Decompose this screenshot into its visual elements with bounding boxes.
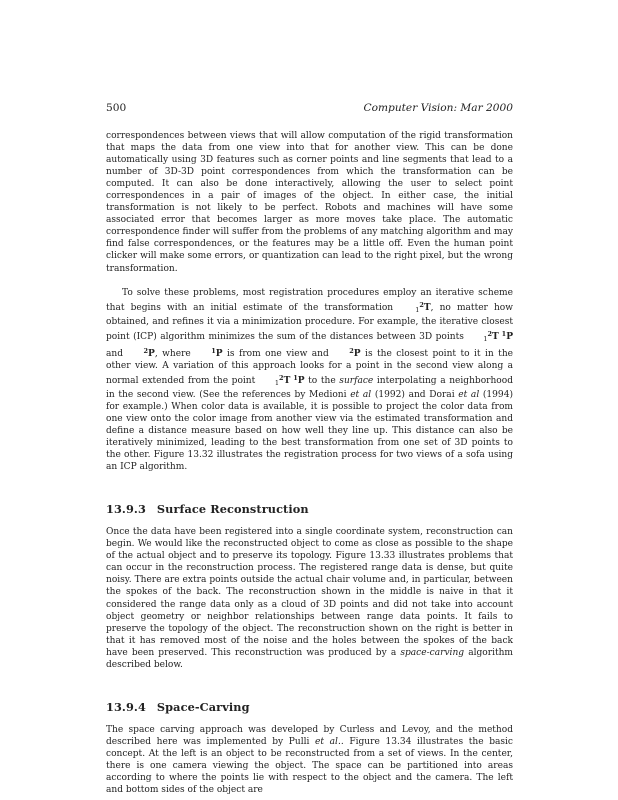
superscript-index: 2 (143, 346, 148, 355)
text-span: (1994) for example.) When color data is available, it is possible to project the color data from one view onto the color image from another view via the estimated transformation and define a distance measure based on how well they line up. This distance can also be iteratively minimized, leading to the best transformation from one set of 3D points to the other. Figure 13.32 illustrates the registration process for two views of a sofa using an ICP algorithm. (106, 389, 513, 473)
point-letter: P (148, 348, 155, 359)
text-span: is the closest point to it in the other view. A variation of this approach looks for a point in the second view along a normal extended from the point (106, 348, 513, 386)
point-letter: P (353, 348, 361, 359)
section-number: 13.9.3 (106, 502, 146, 517)
text-span: (1992) and Dorai (371, 389, 459, 400)
emphasis-et-al: et al (458, 389, 480, 400)
text-span: and (106, 348, 128, 359)
paragraph-surface-reconstruction (106, 526, 513, 671)
superscript-index: 2 (279, 373, 284, 382)
section-title: Surface Reconstruction (156, 502, 309, 517)
point2-symbol (333, 345, 360, 360)
emphasis-surface: surface (339, 375, 374, 386)
superscript-index: 1 (501, 329, 507, 338)
superscript-index: 1 (211, 346, 216, 355)
text-span: , where (154, 348, 196, 359)
text-span: Once the data have been registered into a single coordinate system, reconstruction can begin. We would like the reconstructed object to come as close as possible to the shape of the actual object and to preserve its topology. Figure 13.33 illustrates problems that can occur in the reconstruction process. The registered range data is dense, but quite noisy. There are extra points outside the actual chair volume and, in particular, between the spokes of the back. The reconstruction shown in the middle is naive in that it considered the range data only as a cloud of 3D points and did not take into account object geometry or neighbor relationships between range data points. It fails to preserve the topology of the object. The reconstruction shown on the right is better in that it has removed most of the noise and the holes between the spokes of the back have been preserved. This reconstruction was produced by a (106, 527, 513, 658)
running-header (106, 101, 513, 115)
section-title: Space-Carving (156, 699, 250, 714)
text-span: The space carving approach was developed by Curless and Levoy, and the method described here was implemented by Pulli (106, 724, 513, 747)
point-letter: P (297, 375, 305, 386)
superscript-index: 2 (487, 329, 493, 338)
superscript-index: 1 (293, 373, 298, 382)
superscript-index: 2 (419, 300, 424, 309)
transform-symbol (399, 299, 430, 316)
point2-symbol (127, 345, 154, 360)
transform-letter: T (492, 331, 499, 342)
superscript-index: 2 (349, 346, 354, 355)
emphasis-space-carving: space-carving (400, 647, 465, 658)
transform-letter: T (283, 375, 291, 386)
text-span: , no matter how obtained, and refines it via a minimization procedure. For example, the iterative closest point (ICP) algorithm minimizes the sum of the distances between 3D points (106, 302, 513, 342)
transform-letter: T (423, 302, 431, 313)
emphasis-et-al: et al (350, 389, 372, 400)
running-title: Computer Vision: Mar 2000 (363, 102, 513, 114)
paragraph-registration (106, 287, 513, 474)
section-number: 13.9.4 (106, 699, 146, 714)
body-text (106, 130, 513, 796)
point1-symbol (195, 345, 222, 360)
text-span: To solve these problems, most registration procedures employ an iterative scheme that begins with an initial estimate of the transformation (106, 287, 513, 313)
emphasis-et-al: et al. (315, 736, 341, 747)
section-heading-surface-reconstruction (106, 502, 513, 516)
text-span: is from one view and (222, 348, 334, 359)
transformed-point-symbol (467, 328, 513, 345)
point-letter: P (506, 331, 513, 342)
transformed-point-symbol (259, 372, 305, 389)
subscript-index: 1 (274, 378, 280, 387)
text-span: interpolating a neighborhood in the second view. (See the references by Medioni (106, 375, 513, 400)
text-span: to the (304, 375, 340, 386)
text-span: . Figure 13.34 illustrates the basic concept. At the left is an object to be reconstructed from a set of views. In the center, there is one camera viewing the object. The space can be partitioned into areas according to where the points lie with respect to the object and the camera. The left and bottom sides of the object are (106, 736, 513, 796)
paragraph-space-carving (106, 724, 513, 796)
paragraph-correspondences: correspondences between views that will allow computation of the rigid transformation that maps the data from one view into that for another view. This can be done automatically using 3D features such as corner points and line segments that lead to a number of 3D-3D point correspondences from which the transformation can be computed. It can also be done interactively, allowing the user to select point correspondences in a pair of images of the object. In either case, the initial transformation is not likely to be perfect. Robots and machines will have some associated error that becomes larger as more moves take place. The automatic correspondence finder will suffer from the problems of any matching algorithm and may find false correspondences, or the features may be a little off. Even the human point clicker will make some errors, or quantization can lead to the right pixel, but the wrong transformation. (106, 131, 513, 274)
section-heading-space-carving (106, 700, 513, 714)
subscript-index: 1 (483, 334, 488, 343)
text-span: algorithm described below. (106, 647, 513, 670)
subscript-index: 1 (415, 305, 420, 314)
point-letter: P (215, 348, 223, 359)
page-number: 500 (106, 102, 127, 114)
